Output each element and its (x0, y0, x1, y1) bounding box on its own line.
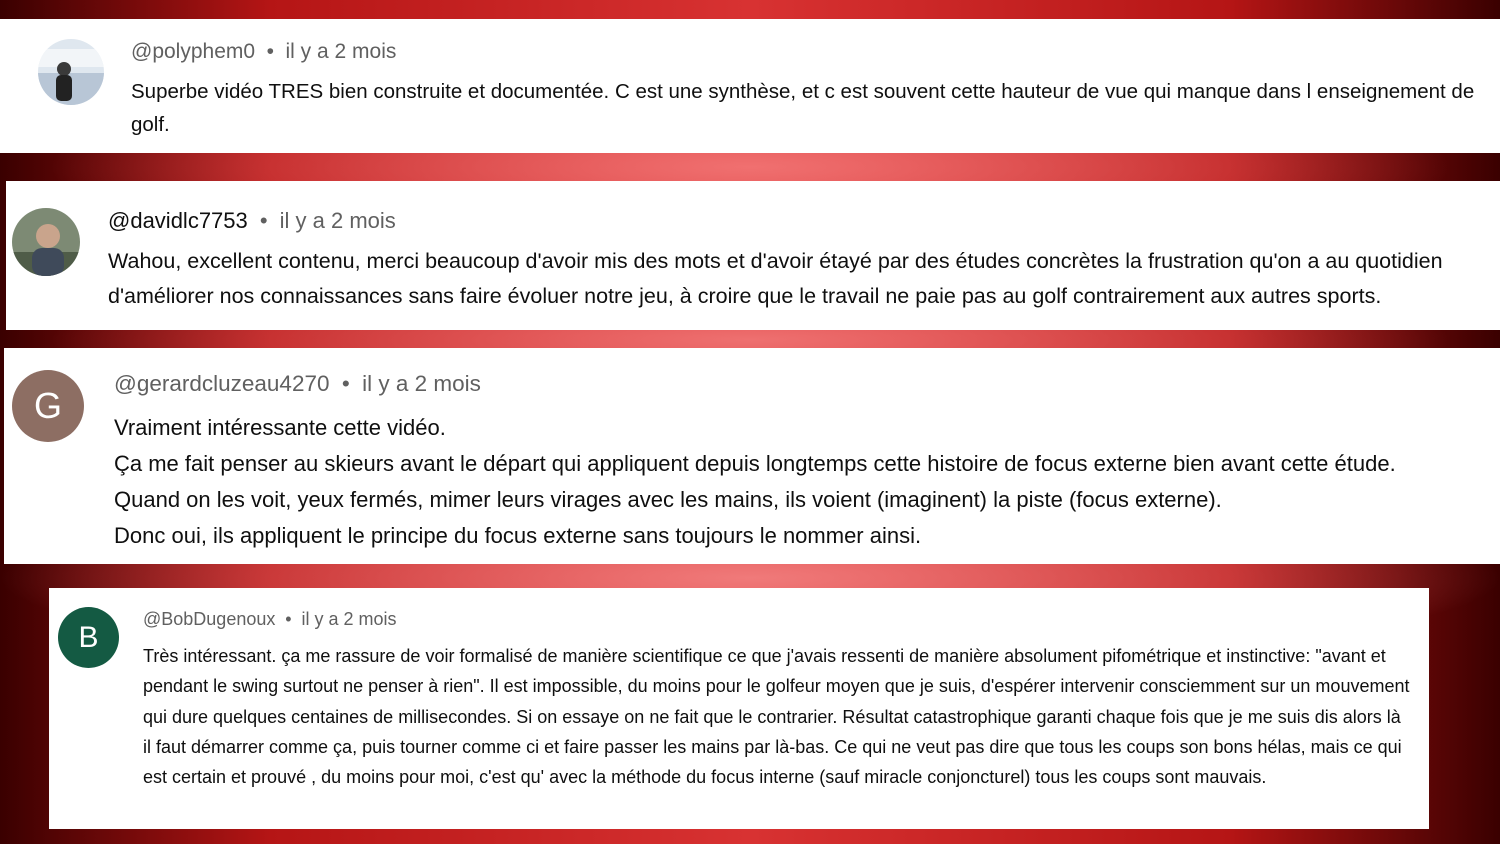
comment-line: Superbe vidéo TRES bien construite et documentée. C est une synthèse, et c est souvent cette hauteur de vue qui manque dans l enseignement de golf. (131, 80, 1475, 136)
avatar[interactable] (38, 39, 104, 105)
comment-card (4, 348, 1500, 564)
user-photo-icon (12, 208, 80, 276)
author-name[interactable]: @BobDugenoux (143, 609, 276, 629)
meta-separator: • (285, 609, 292, 629)
comment-meta (108, 207, 396, 235)
comment-line: Donc oui, ils appliquent le principe du focus externe sans toujours le nommer ainsi. (114, 523, 922, 548)
comment-text (143, 641, 1411, 792)
comment-card (6, 181, 1500, 330)
comment-line: Quand on les voit, yeux fermés, mimer leurs virages avec les mains, ils voient (imaginent) la piste (focus externe). (114, 487, 1222, 512)
comment-text (114, 410, 1498, 554)
user-photo-icon (38, 39, 104, 105)
comment-card (49, 588, 1429, 829)
avatar-letter: B (78, 620, 99, 654)
author-name[interactable]: @davidlc7753 (108, 208, 248, 233)
avatar[interactable] (12, 370, 84, 442)
meta-separator: • (266, 40, 274, 63)
author-name[interactable]: @gerardcluzeau4270 (114, 371, 330, 396)
avatar-letter: G (33, 385, 62, 426)
comment-meta (114, 370, 481, 398)
comment-time[interactable]: il y a 2 mois (285, 40, 397, 63)
comment-line: Très intéressant. ça me rassure de voir formalisé de manière scientifique ce que j'avais ressenti de manière absolument pifométrique et instinctive: "avant et pendant le swing surtout ne penser à rien". Il est impossible, du moins pour le golfeur moyen que je suis, d'espérer intervenir consciemment sur un mouvement qui dure quelques centaines de millisecondes. Si on essaye on ne fait que le contrarier. Résultat catastrophique garanti chaque fois que je me suis dis alors là il faut démarrer comme ça, puis tourner comme ci et faire passer les mains par là-bas. Ce qui ne veut pas dire que tous les coups son bons hélas, mais ce qui est certain et prouvé , du moins pour moi, c'est qu' avec la méthode du focus interne (sauf miracle conjoncturel) tous les coups sont mauvais. (143, 646, 1410, 788)
comment-text (108, 244, 1493, 314)
comment-time[interactable]: il y a 2 mois (301, 609, 397, 629)
comment-meta (131, 39, 396, 65)
comment-time[interactable]: il y a 2 mois (362, 371, 481, 396)
author-name[interactable]: @polyphem0 (131, 40, 256, 63)
comment-card (0, 19, 1500, 153)
comment-line: Wahou, excellent contenu, merci beaucoup d'avoir mis des mots et d'avoir étayé par des études concrètes la frustration qu'on a au quotidien d'améliorer nos connaissances sans faire évoluer notre jeu, à croire que le travail ne paie pas au golf contrairement aux autres sports. (108, 249, 1443, 308)
comment-time[interactable]: il y a 2 mois (279, 208, 396, 233)
meta-separator: • (259, 208, 268, 233)
comment-line: Vraiment intéressante cette vidéo. (114, 415, 446, 440)
avatar[interactable] (58, 607, 119, 668)
meta-separator: • (341, 371, 350, 396)
comment-text (131, 75, 1489, 141)
comment-line: Ça me fait penser au skieurs avant le départ qui appliquent depuis longtemps cette histoire de focus externe bien avant cette étude. (114, 451, 1396, 476)
comment-meta (143, 607, 397, 631)
avatar[interactable] (12, 208, 80, 276)
